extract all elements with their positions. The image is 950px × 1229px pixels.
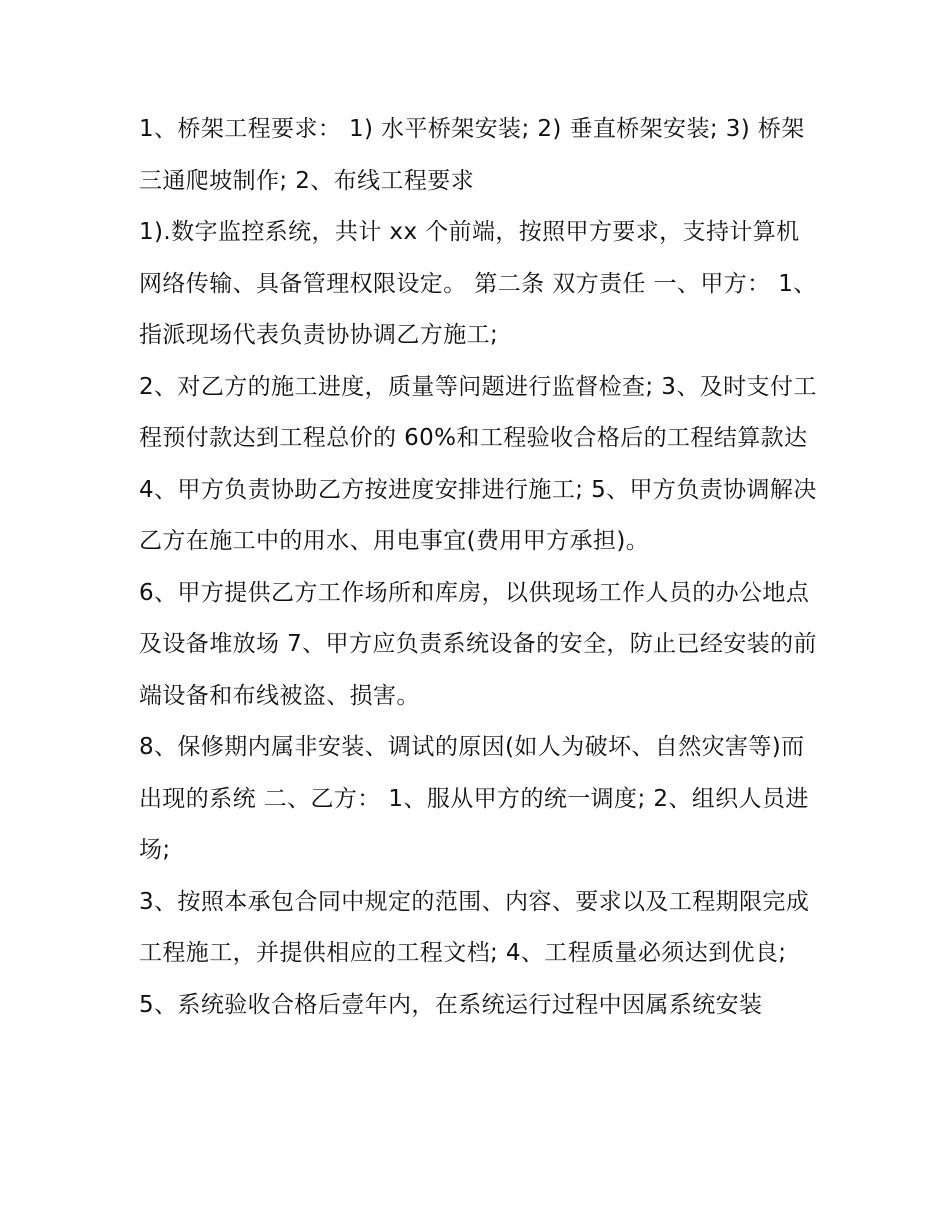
paragraph-supervision-payment: 2、对乙方的施工进度，质量等问题进行监督检查; 3、及时支付工程预付款达到工程总价的 60%和工程验收合格后的工程结算款达 bbox=[139, 373, 817, 451]
paragraph-workspace-security: 6、甲方提供乙方工作场所和库房，以供现场工作人员的办公地点及设备堆放场 7、甲方应负责系统设备的安全，防止已经安装的前端设备和布线被盗、损害。 bbox=[139, 579, 817, 709]
document-body bbox=[139, 104, 819, 1031]
paragraph-construction-coordination: 4、甲方负责协助乙方按进度安排进行施工; 5、甲方负责协调解决乙方在施工中的用水、用电事宜(费用甲方承担)。 bbox=[139, 476, 817, 554]
paragraph-warranty-party-b: 8、保修期内属非安装、调试的原因(如人为破坏、自然灾害等)而出现的系统 二、乙方： 1、服从甲方的统一调度; 2、组织人员进场; bbox=[139, 734, 809, 863]
paragraph-monitoring-system: 1).数字监控系统，共计 xx 个前端，按照甲方要求，支持计算机网络传输、具备管理权限设定。 第二条 双方责任 一、甲方： 1、指派现场代表负责协协调乙方施工; bbox=[139, 219, 817, 348]
paragraph-acceptance: 5、系统验收合格后壹年内，在系统运行过程中因属系统安装 bbox=[139, 991, 763, 1018]
paragraph-scope-quality: 3、按照本承包合同中规定的范围、内容、要求以及工程期限完成工程施工，并提供相应的工程文档; 4、工程质量必须达到优良; bbox=[139, 888, 810, 966]
paragraph-bridge-requirements: 1、桥架工程要求： 1) 水平桥架安装; 2) 垂直桥架安装; 3) 桥架三通爬坡制作; 2、布线工程要求 bbox=[139, 116, 805, 194]
